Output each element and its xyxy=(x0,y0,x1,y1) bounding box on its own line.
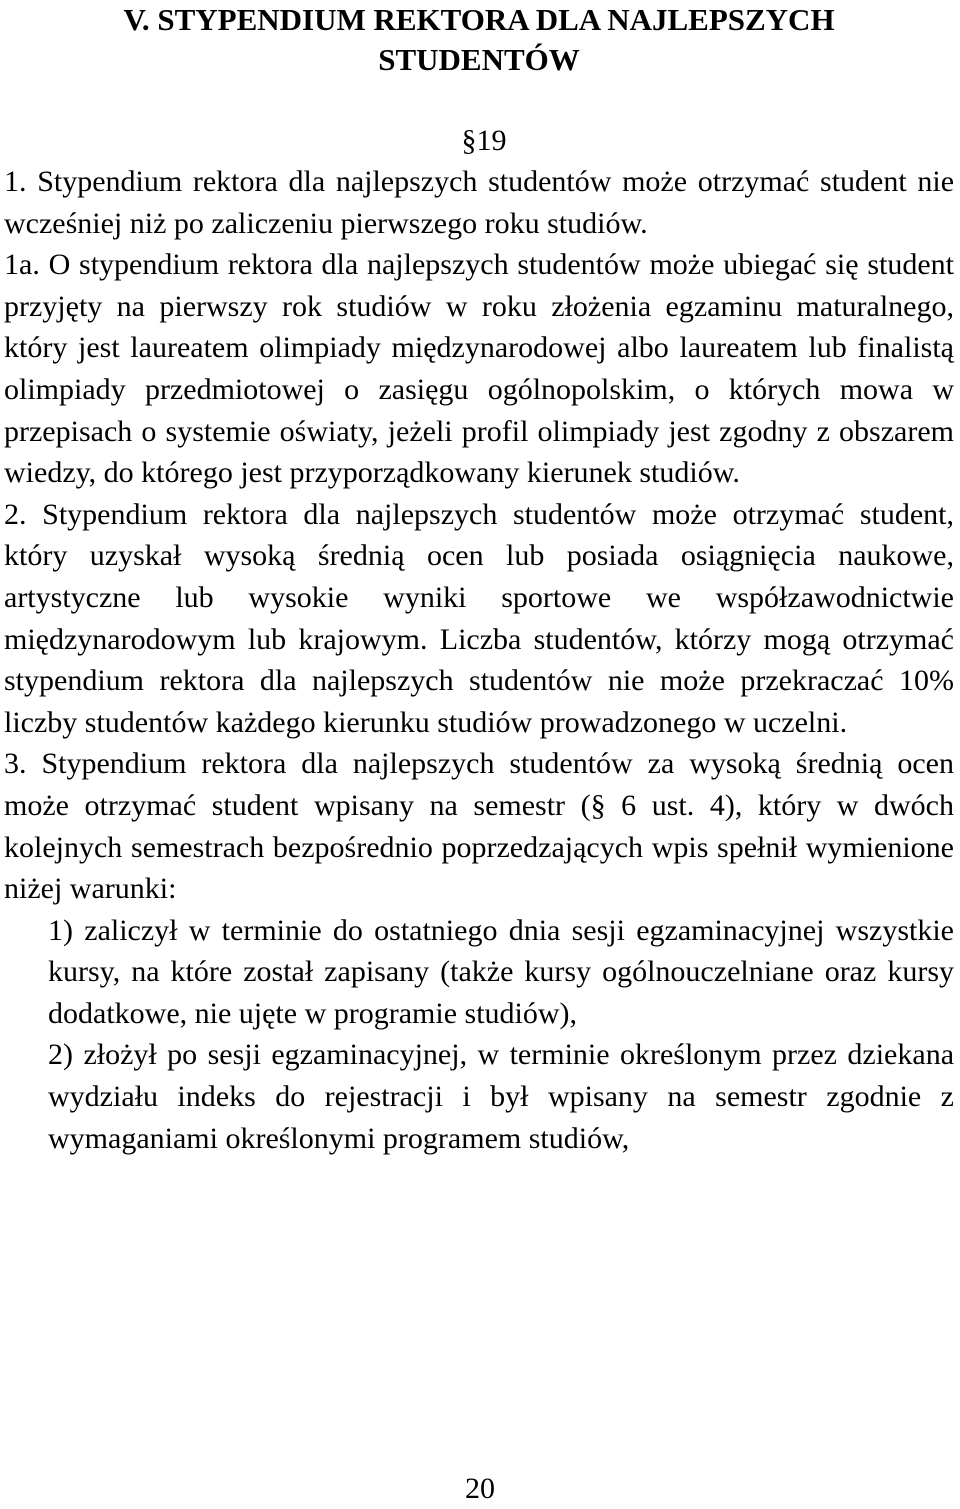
document-page xyxy=(4,0,954,1159)
paragraph-text: Stypendium rektora dla najlepszych studentów może otrzymać student, który uzyskał wysoką średnią ocen lub posiada osiągnięcia naukowe, artystyczne lub wysokie wyniki sportowe we współzawodnictwie międzynarodowym lub krajowym. Liczba studentów, którzy mogą otrzymać stypendium rektora dla najlepszych studentów nie może przekraczać 10% liczby studentów każdego kierunku studiów prowadzonego w uczelni. xyxy=(4,497,955,739)
paragraph-number: 1. xyxy=(4,165,27,198)
condition-text: zaliczył w terminie do ostatniego dnia sesji egzaminacyjnej wszystkie kursy, na które został zapisany (także kursy ogólnouczelniane oraz kursy dodatkowe, nie ujęte w programie studiów), xyxy=(48,913,954,1030)
paragraph-1 xyxy=(4,161,954,244)
paragraph-3 xyxy=(4,743,954,909)
paragraph-text: Stypendium rektora dla najlepszych studentów za wysoką średnią ocen może otrzymać student wpisany na semestr (§ 6 ust. 4), który w dwóch kolejnych semestrach bezpośrednio poprzedzających wpis spełnił wymienione niżej warunki: xyxy=(4,747,954,906)
page-number: 20 xyxy=(465,1472,495,1505)
paragraph-number: 3. xyxy=(4,747,27,781)
conditions-list xyxy=(4,910,954,1160)
condition-number: 2) xyxy=(48,1038,73,1072)
condition-item-2 xyxy=(4,1034,954,1159)
condition-number: 1) xyxy=(48,913,73,947)
paragraph-text: O stypendium rektora dla najlepszych studentów może ubiegać się student przyjęty na pierwszy rok studiów w roku złożenia egzaminu maturalnego, który jest laureatem olimpiady międzynarodowej albo laureatem lub finalistą olimpiady przedmiotowej o zasięgu ogólnopolskim, o których mowa w przepisach o systemie oświaty, jeżeli profil olimpiady jest zgodny z obszarem wiedzy, do którego jest przyporządkowany kierunek studiów. xyxy=(4,248,955,490)
paragraph-number: 1a. xyxy=(4,248,40,282)
chapter-heading xyxy=(4,0,954,80)
paragraph-number: 2. xyxy=(4,497,27,531)
paragraph-1a xyxy=(4,244,954,494)
paragraph-text: Stypendium rektora dla najlepszych studentów może otrzymać student nie wcześniej niż po zaliczeniu pierwszego roku studiów. xyxy=(4,165,955,240)
condition-item-1 xyxy=(4,910,954,1035)
paragraph-2 xyxy=(4,494,954,744)
section-number: §19 xyxy=(461,124,507,157)
chapter-heading-line-1: V. STYPENDIUM REKTORA DLA NAJLEPSZYCH xyxy=(123,2,835,37)
condition-text: złożył po sesji egzaminacyjnej, w terminie określonym przez dziekana wydziału indeks do rejestracji i był wpisany na semestr zgodnie z wymaganiami określonymi programem studiów, xyxy=(48,1038,955,1155)
chapter-heading-line-2: STUDENTÓW xyxy=(378,42,580,77)
